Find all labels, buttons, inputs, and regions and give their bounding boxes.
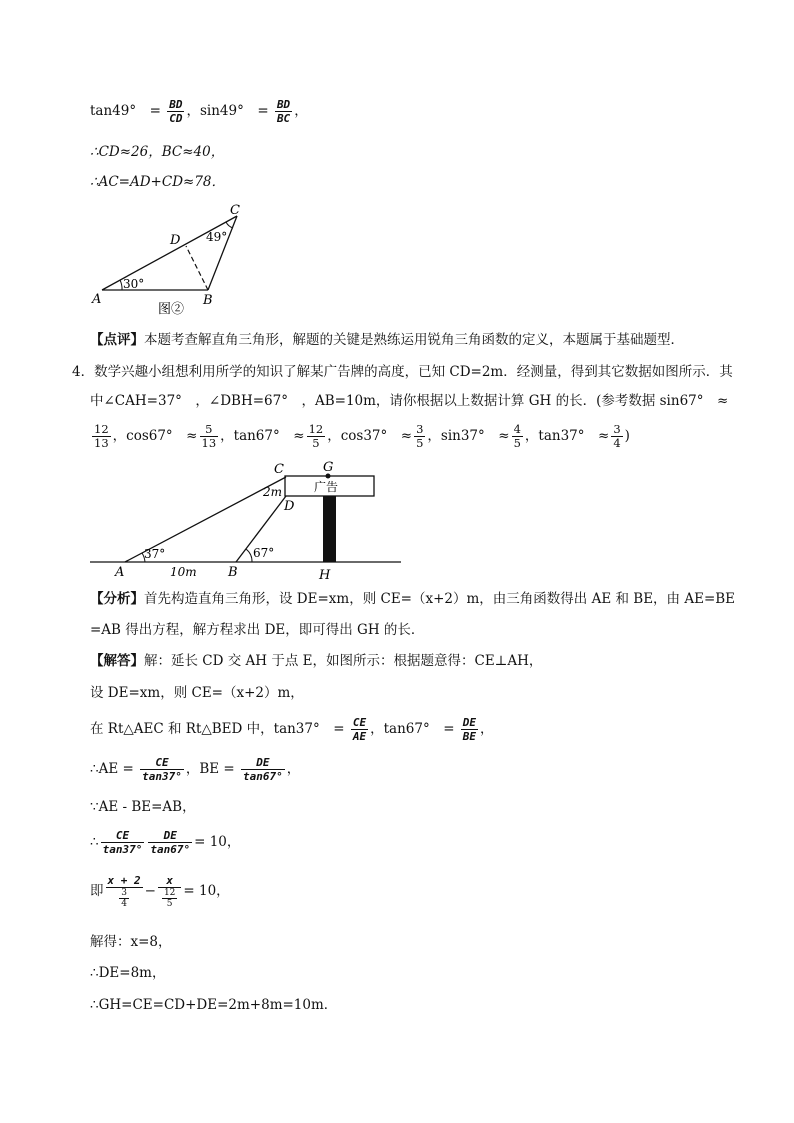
solution-line3 [90,712,494,746]
fraction-denominator: 4 [121,899,127,909]
fraction-bd-bc [275,98,292,125]
line3-prefix: 在 Rt△AEC 和 Rt△BED 中，tan37° = [90,721,349,737]
angle-arc-a [120,280,122,290]
fraction-denominator: 5 [416,436,424,450]
sign-post [323,495,336,562]
solution-line10: ∴GH=CE=CD+DE=2m+8m=10m． [90,997,338,1013]
line7-suffix: = 10， [183,883,230,899]
line3-mid: ，tan67° = [370,721,459,737]
reference-label: ，tan37° ≈ [524,428,610,444]
reference-fraction [92,423,111,450]
fraction-numerator: 12 [308,422,324,436]
reference-label: ，sin37° ≈ [427,428,510,444]
fraction-numerator: 3 [121,888,127,898]
label-a: A [115,565,125,580]
label-d: D [170,233,181,248]
comment-text: 本题考查解直角三角形，解题的关键是熟练运用锐角三角函数的定义，本题属于基础题型． [144,332,684,348]
line6-suffix: = 10， [194,834,241,850]
line3-suffix: ， [480,721,494,737]
fraction-ce-ae [351,716,368,743]
cd-bc-result: ∴CD≈26，BC≈40， [90,144,225,160]
compound-fraction-1 [106,874,143,909]
solution-line7 [90,869,230,913]
angle-arc-b [246,549,252,562]
line7-prefix: 即 [90,883,104,899]
fraction-de-tan67 [148,829,192,856]
fraction-de-tan67 [241,756,285,783]
dashed-bd [186,246,208,290]
analysis-text-1: 首先构造直角三角形，设 DE=xm，则 CE=（x+2）m，由三角函数得出 AE 和 BE，由 AE=BE [144,591,736,607]
fraction-denominator [158,888,181,909]
figure-2-triangle [90,202,270,317]
ac-result: ∴AC=AD+CD≈78． [90,174,226,190]
fraction-numerator: CE [101,829,145,843]
fraction-denominator: tan37° [142,770,182,783]
angle-arc-c [226,222,233,228]
fraction-denominator: AE [352,730,367,743]
line6-prefix: ∴ [90,834,99,850]
reference-fraction [307,423,326,450]
fraction-numerator: 3 [613,422,621,436]
solution-line2: 设 DE=xm，则 CE=（x+2）m， [90,685,304,701]
comment-line [90,330,684,350]
reference-fraction [611,423,622,450]
label-g: G [323,460,334,475]
sign-text: 广告 [314,480,339,494]
reference-label: ，tan67° ≈ [220,428,305,444]
line4-mid: ，BE = [185,761,240,777]
fraction-denominator: 13 [94,436,109,450]
minus-sign: − [144,883,156,899]
reference-fraction [414,423,425,450]
solution-line5: ∵AE - BE=AB， [90,799,196,815]
label-2m: 2m [263,485,283,499]
line4-prefix: ∴AE = [90,761,139,777]
angle-label-37: 37° [144,547,166,561]
fraction-numerator: 3 [416,422,424,436]
sin49-suffix: ， [294,103,308,119]
inner-fraction [119,888,129,909]
inner-fraction [162,888,177,909]
sin49-prefix: ，sin49° = [186,103,273,119]
fraction-denominator: BE [462,730,477,743]
angle-label-49: 49° [206,230,228,244]
figure-caption: 图② [158,302,185,317]
problem4-reference-values [90,421,630,451]
reference-fraction [512,423,523,450]
fraction-denominator: 5 [166,899,173,909]
label-a: A [92,292,102,307]
analysis-line2: =AB 得出方程，解方程求出 DE，即可得出 GH 的长． [90,622,425,638]
fraction-numerator: 12 [163,888,176,898]
solution-line6 [90,825,240,859]
angle-label-67: 67° [253,546,275,560]
label-c: C [274,462,284,477]
label-c: C [230,203,240,218]
analysis-tag: 【分析】 [90,591,144,607]
fraction-numerator: BD [276,98,291,111]
fraction-ce-tan37 [101,829,145,856]
fraction-numerator: DE [241,756,285,770]
solution-tag: 【解答】 [90,653,144,669]
reference-label: ，cos67° ≈ [112,428,198,444]
label-10m: 10m [170,565,197,579]
reference-label: ) [624,428,630,444]
label-b: B [203,293,213,308]
solution-line8: 解得：x=8， [90,934,172,950]
line4-suffix: ， [286,761,301,777]
reference-fraction [200,423,219,450]
fraction-denominator: BC [276,112,291,125]
angle-label-30: 30° [123,277,145,291]
fraction-numerator: 5 [200,423,219,437]
comment-tag: 【点评】 [90,332,144,348]
solution-line1 [90,651,542,671]
tan49-prefix: tan49° = [90,103,166,119]
fraction-numerator: CE [140,756,184,770]
fraction-numerator: DE [148,829,192,843]
fraction-denominator: 5 [513,436,521,450]
problem4-figure [88,459,408,584]
label-h: H [319,568,331,583]
fraction-denominator: tan37° [102,843,143,856]
solution-text-1: 解：延长 CD 交 AH 于点 E，如图所示：根据题意得：CE⊥AH， [144,653,543,669]
compound-fraction-2 [158,874,181,909]
fraction-denominator [106,888,143,909]
fraction-numerator: BD [169,98,183,111]
fraction-denominator: CD [169,112,183,125]
fraction-numerator: 12 [94,422,109,436]
solution-line4 [90,752,300,786]
reference-label: ，cos37° ≈ [327,428,413,444]
fraction-denominator: tan67° [243,770,283,783]
fraction-ce-tan37 [140,756,184,783]
fraction-denominator: tan67° [150,843,191,856]
fraction-numerator: DE [462,716,477,729]
analysis-line1 [90,589,735,609]
problem4-line1: 4．数学兴趣小组想利用所学的知识了解某广告牌的高度，已知 CD=2m．经测量，得到其它数据如图所示．其 [72,364,733,380]
fraction-denominator: 13 [201,436,217,450]
tan-sin-49-line [90,98,308,125]
fraction-numerator: CE [352,716,367,729]
label-b: B [228,565,238,580]
fraction-numerator: x [158,874,181,888]
fraction-bd-cd [167,98,184,125]
solution-line9: ∴DE=8m， [90,965,166,981]
side-bc [208,216,237,290]
fraction-de-be [461,716,478,743]
fraction-numerator: x + 2 [107,874,141,887]
label-d: D [284,499,295,514]
fraction-denominator: 5 [312,436,320,450]
fraction-denominator: 4 [613,436,621,450]
problem4-line2: 中∠CAH=37° ，∠DBH=67° ，AB=10m，请你根据以上数据计算 GH 的长．(参考数据 sin67° ≈ [90,393,729,409]
fraction-numerator: 4 [513,422,521,436]
